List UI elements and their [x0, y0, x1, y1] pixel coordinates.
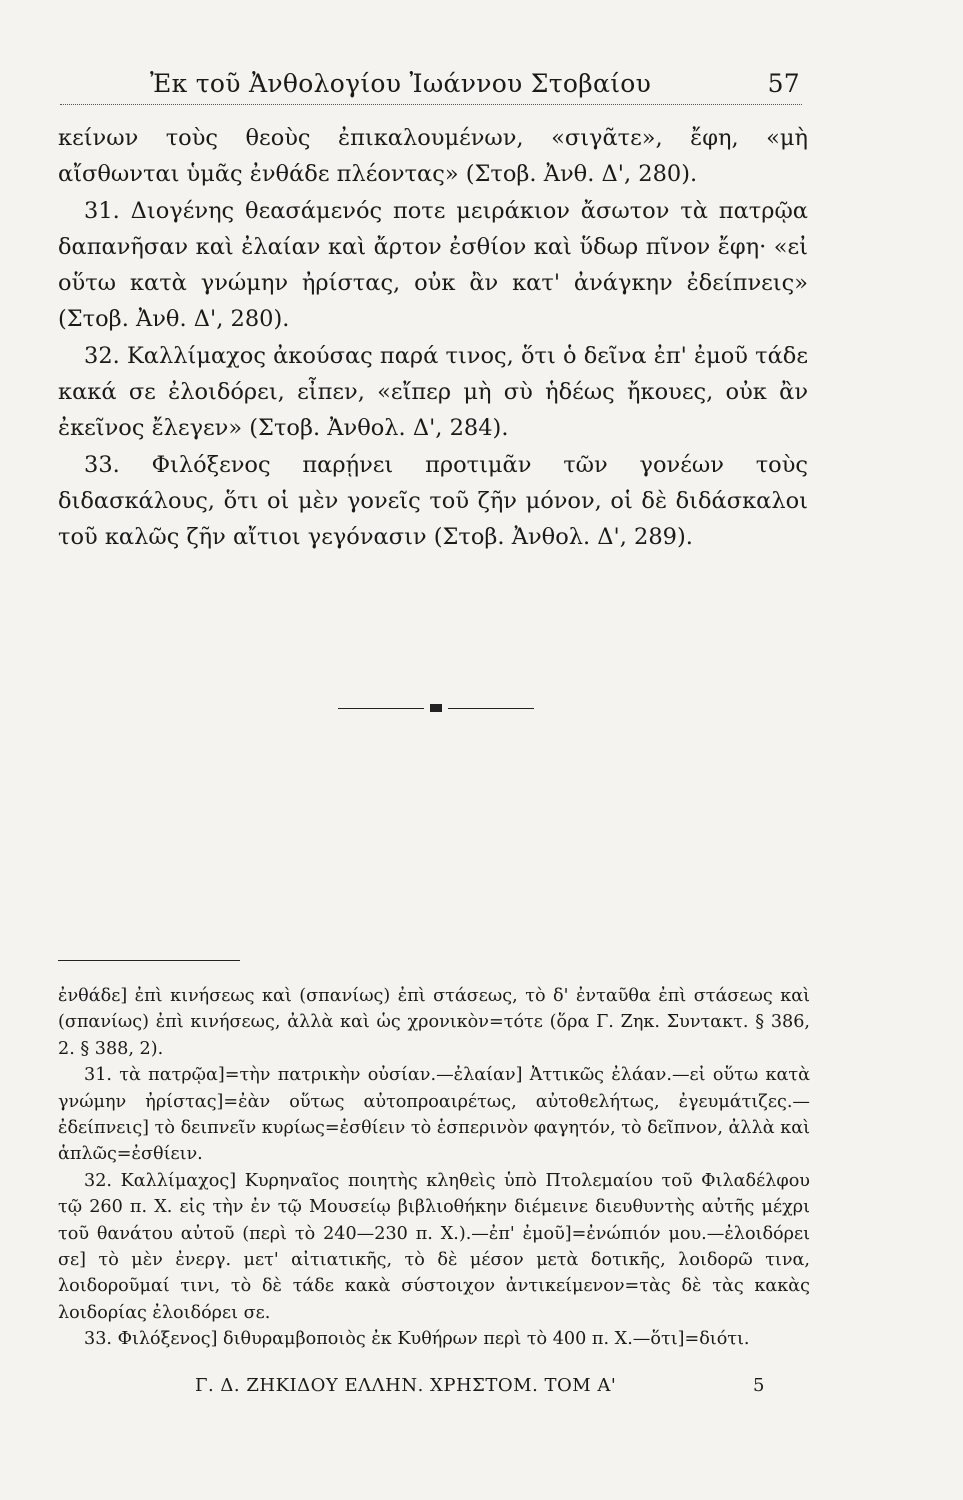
paragraph-31: 31. Διογένης θεασάμενός ποτε μειράκιον ἄσωτον τὰ πατρῷα δαπανῆσαν καὶ ἐλαίαν καὶ ἄρτον ἐσθίον καὶ ὕδωρ πῖνον ἔφη· «εἰ οὕτω κατὰ γνώμην ἠρίστας, οὐκ ἂν κατ' ἀνάγκην ἐδείπνεις» (Στοβ. Ἀνθ. Δ', 280). — [58, 197, 808, 333]
page-header — [150, 58, 800, 98]
paragraph-33: 33. Φιλόξενος παρῄνει προτιμᾶν τῶν γονέων τοὺς διδασκάλους, ὅτι οἱ μὲν γονεῖς τοῦ ζῆν μόνον, οἱ δὲ διδάσκαλοι τοῦ καλῶς ζῆν αἴτιοι γεγόνασιν (Στοβ. Ἀνθολ. Δ', 289). — [58, 451, 808, 551]
ornament-mark — [430, 704, 442, 712]
header-rule — [60, 104, 802, 105]
paragraph-32: 32. Καλλίμαχος ἀκούσας παρά τινος, ὅτι ὁ δεῖνα ἐπ' ἐμοῦ τάδε κακά σε ἐλοιδόρει, εἶπεν, «εἴπερ μὴ σὺ ἡδέως ἤκουες, οὐκ ἂν ἐκεῖνος ἔλεγεν» (Στοβ. Ἀνθολ. Δ', 284). — [58, 342, 808, 442]
footnote-31: 31. τὰ πατρῷα]=τὴν πατρικὴν οὐσίαν.—ἐλαίαν] Ἀττικῶς ἐλάαν.—εἰ οὕτω κατὰ γνώμην ἠρίστας]=ἐὰν οὕτως αὐτοπροαιρέτως, αὐτοθελήτως, ἐγευμάτιζες.—ἐδείπνεις] τὸ δειπνεῖν κυρίως=ἐσθίειν τὸ ἑσπερινὸν φαγητόν, τὸ δεῖπνον, ἀλλὰ καὶ ἁπλῶς=ἐσθίειν. — [58, 1065, 810, 1165]
page-number: 57 — [767, 69, 800, 98]
sheet-number: 5 — [753, 1375, 765, 1396]
main-text — [58, 120, 808, 556]
footnote-32: 32. Καλλίμαχος] Κυρηναῖος ποιητὴς κληθεὶς ὑπὸ Πτολεμαίου τοῦ Φιλαδέλφου τῷ 260 π. Χ. εἰς τὴν ἐν τῷ Μουσείῳ βιβλιοθήκην διέμεινε διευθυντὴς αὐτῆς μέχρι τοῦ θανάτου αὐτοῦ (περὶ τὸ 240—230 π. Χ.).—ἐπ' ἐμοῦ]=ἐνώπιόν μου.—ἐλοιδόρει σε] τὸ μὲν ἐνεργ. μετ' αἰτιατικῆς, τὸ δὲ μέσον μετὰ δοτικῆς, λοιδορῶ τινα, λοιδοροῦμαί τινι, τὸ δὲ τάδε κακὰ σύστοιχον ἀντικείμενον=τὰς δὲ τὰς κακὰς λοιδορίας ἐλοιδόρει σε. — [58, 1170, 810, 1323]
ornament-line-left — [338, 708, 424, 709]
section-ornament — [338, 702, 534, 714]
footnotes — [58, 983, 810, 1353]
footnote-33: 33. Φιλόξενος] διθυραμβοποιὸς ἐκ Κυθήρων περὶ τὸ 400 π. Χ.—ὅτι]=διότι. — [84, 1329, 750, 1350]
page-footer — [195, 1375, 765, 1396]
footnote-enthade: ἐνθάδε] ἐπὶ κινήσεως καὶ (σπανίως) ἐπὶ στάσεως, τὸ δ' ἐνταῦθα ἐπὶ στάσεως καὶ (σπανίως) ἐπὶ κινήσεως, ἀλλὰ καὶ ὡς χρονικὸν=τότε (ὅρα Γ. Ζηκ. Συντακτ. § 386, 2. § 388, 2). — [58, 986, 810, 1059]
ornament-line-right — [448, 708, 534, 709]
footnote-rule — [58, 960, 240, 961]
printer-signature: Γ. Δ. ΖΗΚΙΔΟΥ ΕΛΛΗΝ. ΧΡΗΣΤΟΜ. ΤΟΜ Α' — [195, 1375, 617, 1396]
paragraph-continuation: κείνων τοὺς θεοὺς ἐπικαλουμένων, «σιγᾶτε», ἔφη, «μὴ αἴσθωνται ὑμᾶς ἐνθάδε πλέοντας» (Στοβ. Ἀνθ. Δ', 280). — [58, 125, 808, 188]
running-title: Ἐκ τοῦ Ἀνθολογίου Ἰωάννου Στοβαίου — [150, 69, 652, 98]
